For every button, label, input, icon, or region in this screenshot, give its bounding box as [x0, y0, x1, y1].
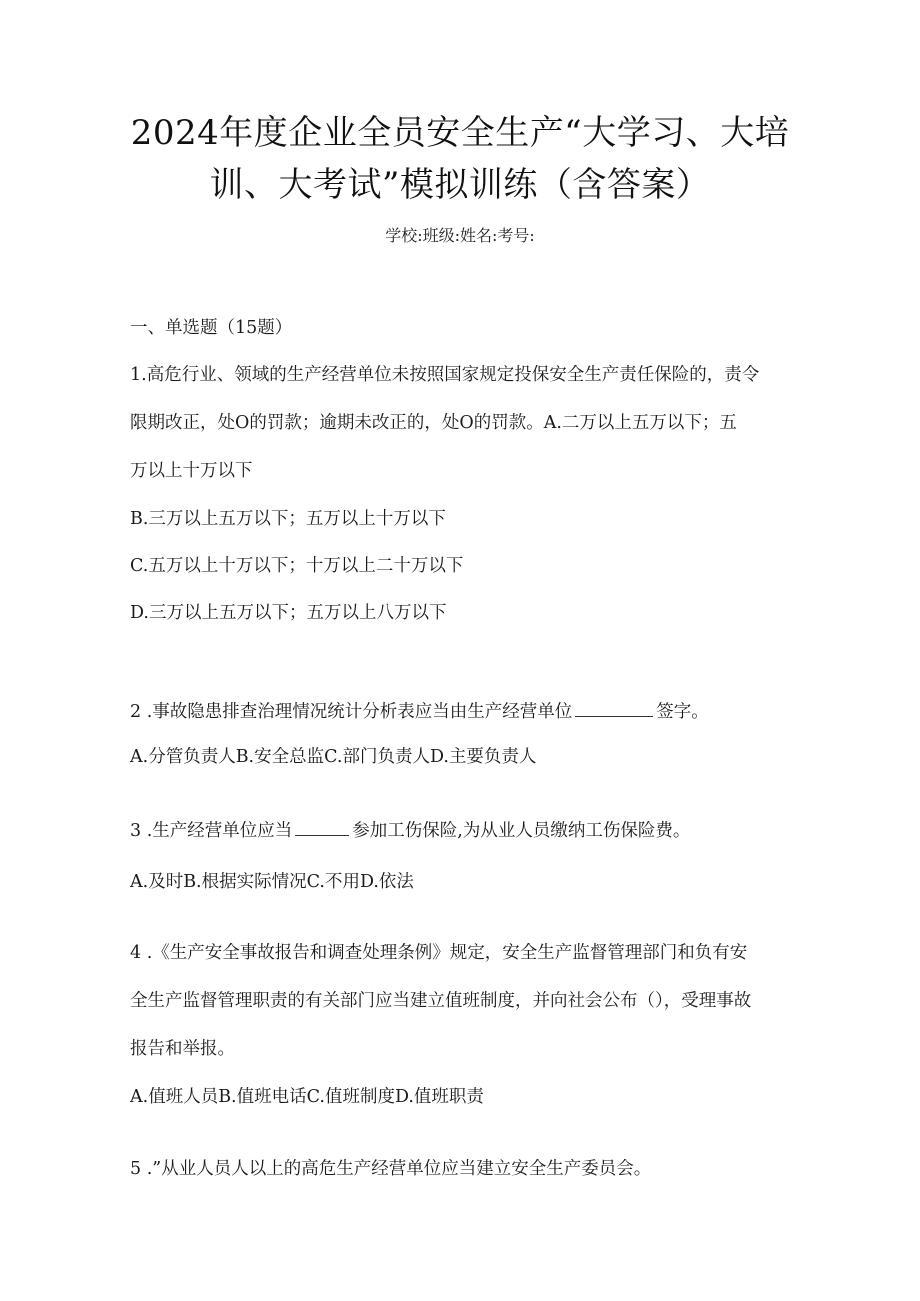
q1-stem-line-1: 1.高危行业、领域的生产经营单位未按照国家规定投保安全生产责任保险的，责令	[130, 365, 760, 385]
q2-stem-before: 2 .事故隐患排查治理情况统计分析表应当由生产经营单位	[130, 702, 573, 722]
q2-options: A.分管负责人B.安全总监C.部门负责人D.主要负责人	[130, 747, 537, 767]
student-info-line: 学校:班级:姓名:考号:	[385, 226, 535, 245]
q4-stem-line-3: 报告和举报。	[130, 1039, 235, 1059]
q1-option-b: B.三万以上五万以下；五万以上十万以下	[130, 509, 446, 529]
section-heading: 一、单选题（15题）	[130, 318, 293, 338]
q2-answer-blank	[575, 698, 653, 717]
q1-option-d: D.三万以上五万以下；五万以上八万以下	[130, 603, 447, 623]
q4-options: A.值班人员B.值班电话C.值班制度D.值班职责	[130, 1087, 484, 1107]
q3-stem-after: 参加工伤保险,为从业人员缴纳工伤保险费。	[352, 821, 691, 841]
q3-stem	[130, 817, 690, 843]
document-title-line-2: 训、大考试”模拟训练（含答案）	[209, 165, 711, 205]
q1-stem-line-3: 万以上十万以下	[130, 461, 253, 481]
q3-options: A.及时B.根据实际情况C.不用D.依法	[130, 872, 414, 892]
q4-stem-line-1: 4 .《生产安全事故报告和调查处理条例》规定，安全生产监督管理部门和负有安	[130, 943, 748, 963]
q3-stem-before: 3 .生产经营单位应当	[130, 821, 293, 841]
q2-stem	[130, 698, 709, 724]
q2-stem-after: 签字。	[656, 702, 709, 722]
q3-answer-blank	[295, 817, 349, 836]
q5-stem: 5 .”从业人员人以上的高危生产经营单位应当建立安全生产委员会。	[130, 1159, 652, 1179]
q1-option-c: C.五万以上十万以下；十万以上二十万以下	[130, 556, 464, 576]
q4-stem-line-2: 全生产监督管理职责的有关部门应当建立值班制度，并向社会公布（），受理事故	[130, 991, 752, 1011]
q1-stem-line-2: 限期改正，处O的罚款；逾期未改正的，处O的罚款。A.二万以上五万以下；五	[130, 413, 737, 433]
document-title-line-1: 2024年度企业全员安全生产“大学习、大培	[130, 113, 790, 153]
